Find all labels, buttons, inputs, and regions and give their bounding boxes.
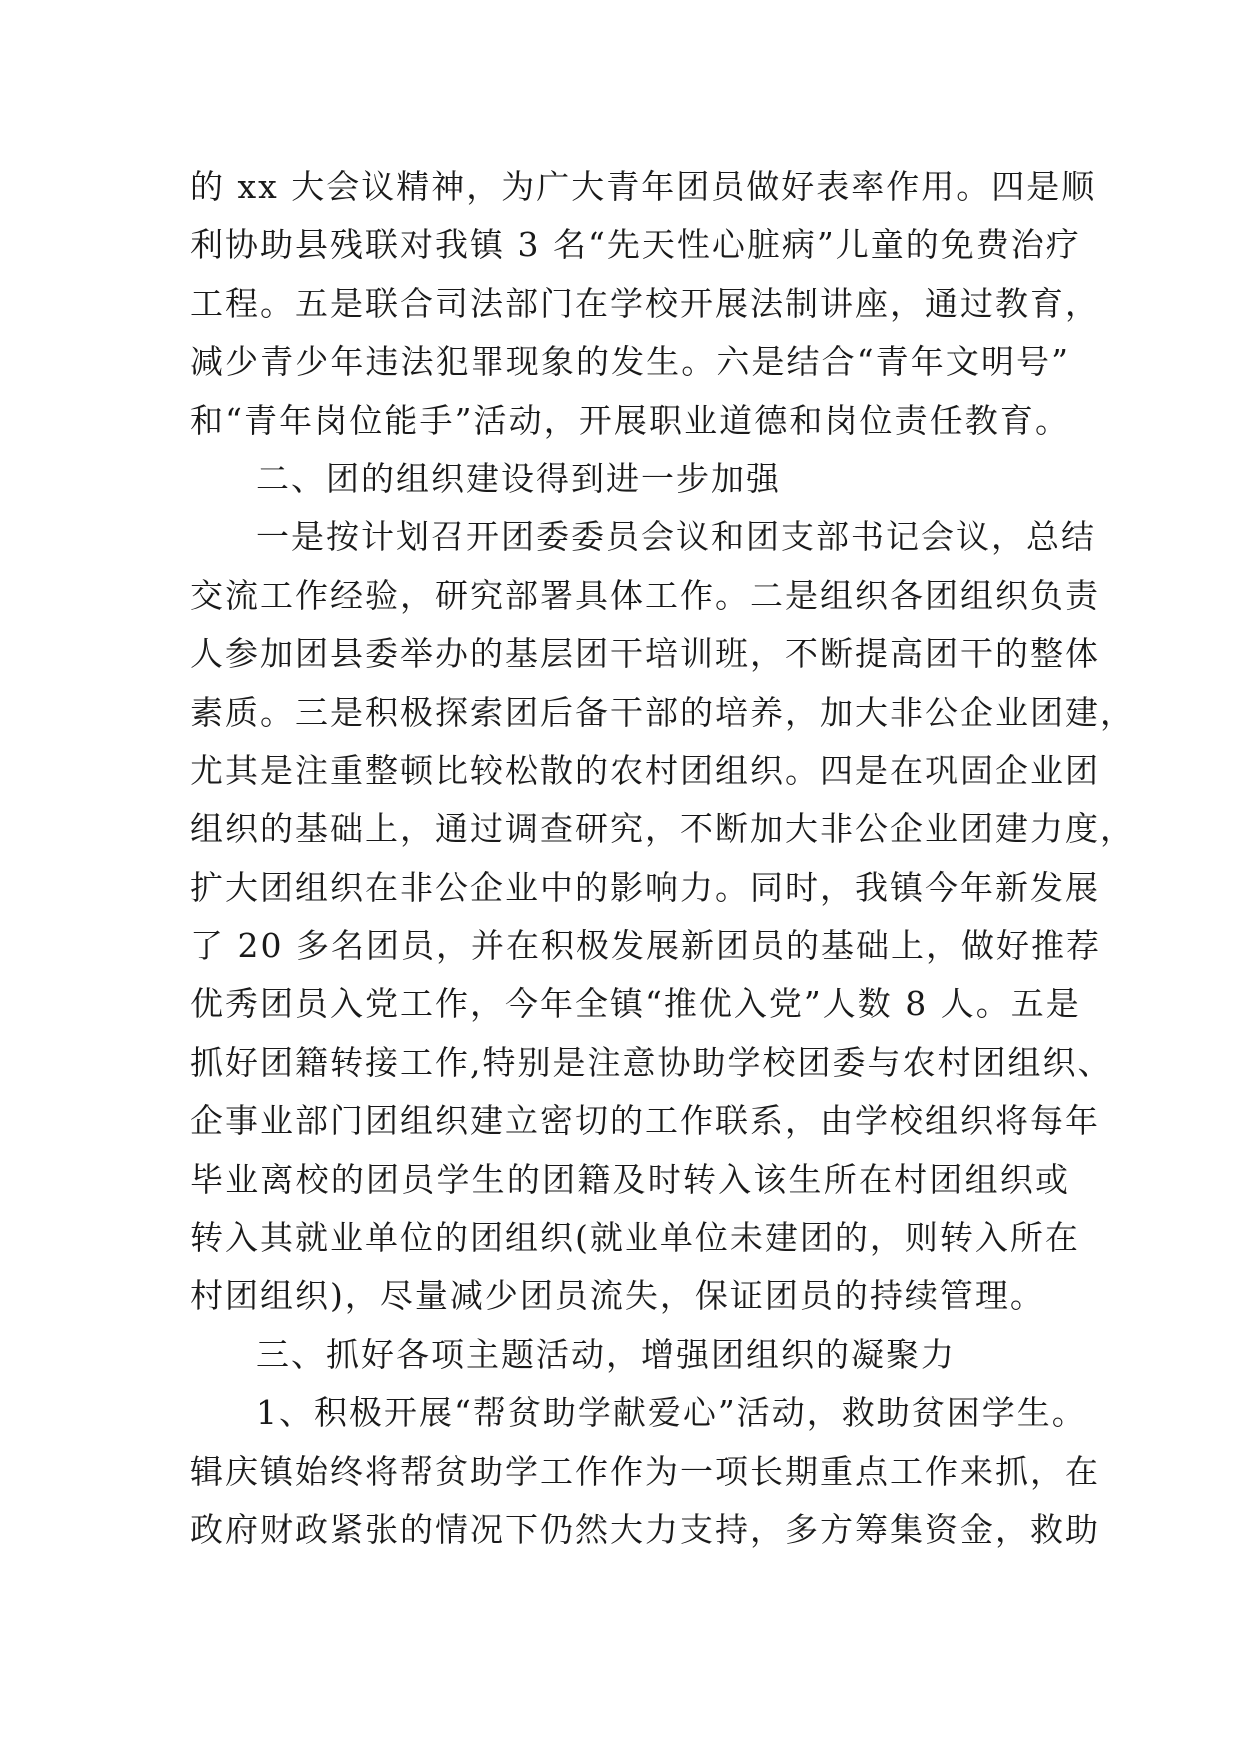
section-heading: 二、团的组织建设得到进一步加强 [256,458,781,498]
text-line: 减少青少年违法犯罪现象的发生。六是结合“青年文明号” [190,342,1070,382]
text-line: 组织的基础上，通过调查研究，不断加大非公企业团建力度， [190,809,1135,849]
text-line: 和“青年岗位能手”活动，开展职业道德和岗位责任教育。 [190,400,1070,440]
text-line: 政府财政紧张的情况下仍然大力支持，多方筹集资金，救助 [190,1509,1100,1549]
text-line: 企事业部门团组织建立密切的工作联系，由学校组织将每年 [190,1101,1100,1141]
text-line: 素质。三是积极探索团后备干部的培养，加大非公企业团建， [190,692,1135,732]
text-line: 村团组织)，尽量减少团员流失，保证团员的持续管理。 [190,1276,1045,1316]
text-line: 辑庆镇始终将帮贫助学工作作为一项长期重点工作来抓，在 [190,1451,1100,1491]
text-line: 工程。五是联合司法部门在学校开展法制讲座，通过教育， [190,283,1100,323]
text-line: 优秀团员入党工作，今年全镇“推优入党”人数 8 人。五是 [190,984,1081,1024]
text-line: 交流工作经验，研究部署具体工作。二是组织各团组织负责 [190,575,1100,615]
text-line: 了 20 多名团员，并在积极发展新团员的基础上，做好推荐 [190,926,1101,966]
text-line: 利协助县残联对我镇 3 名“先天性心脏病”儿童的免费治疗 [190,225,1081,265]
text-line: 扩大团组织在非公企业中的影响力。同时，我镇今年新发展 [190,867,1100,907]
text-line: 抓好团籍转接工作,特别是注意协助学校团委与农村团组织、 [190,1042,1113,1082]
text-line: 人参加团县委举办的基层团干培训班，不断提高团干的整体 [190,634,1100,674]
text-line: 转入其就业单位的团组织(就业单位未建团的，则转入所在 [190,1218,1080,1258]
text-line: 1、积极开展“帮贫助学献爱心”活动，救助贫困学生。 [256,1393,1087,1433]
text-line: 的 xx 大会议精神，为广大青年团员做好表率作用。四是顺 [190,167,1097,206]
text-line: 毕业离校的团员学生的团籍及时转入该生所在村团组织或 [190,1159,1070,1199]
text-line: 一是按计划召开团委委员会议和团支部书记会议，总结 [256,517,1096,557]
section-heading: 三、抓好各项主题活动，增强团组织的凝聚力 [256,1334,956,1374]
text-line: 尤其是注重整顿比较松散的农村团组织。四是在巩固企业团 [190,750,1100,790]
body-text [190,158,1135,1559]
